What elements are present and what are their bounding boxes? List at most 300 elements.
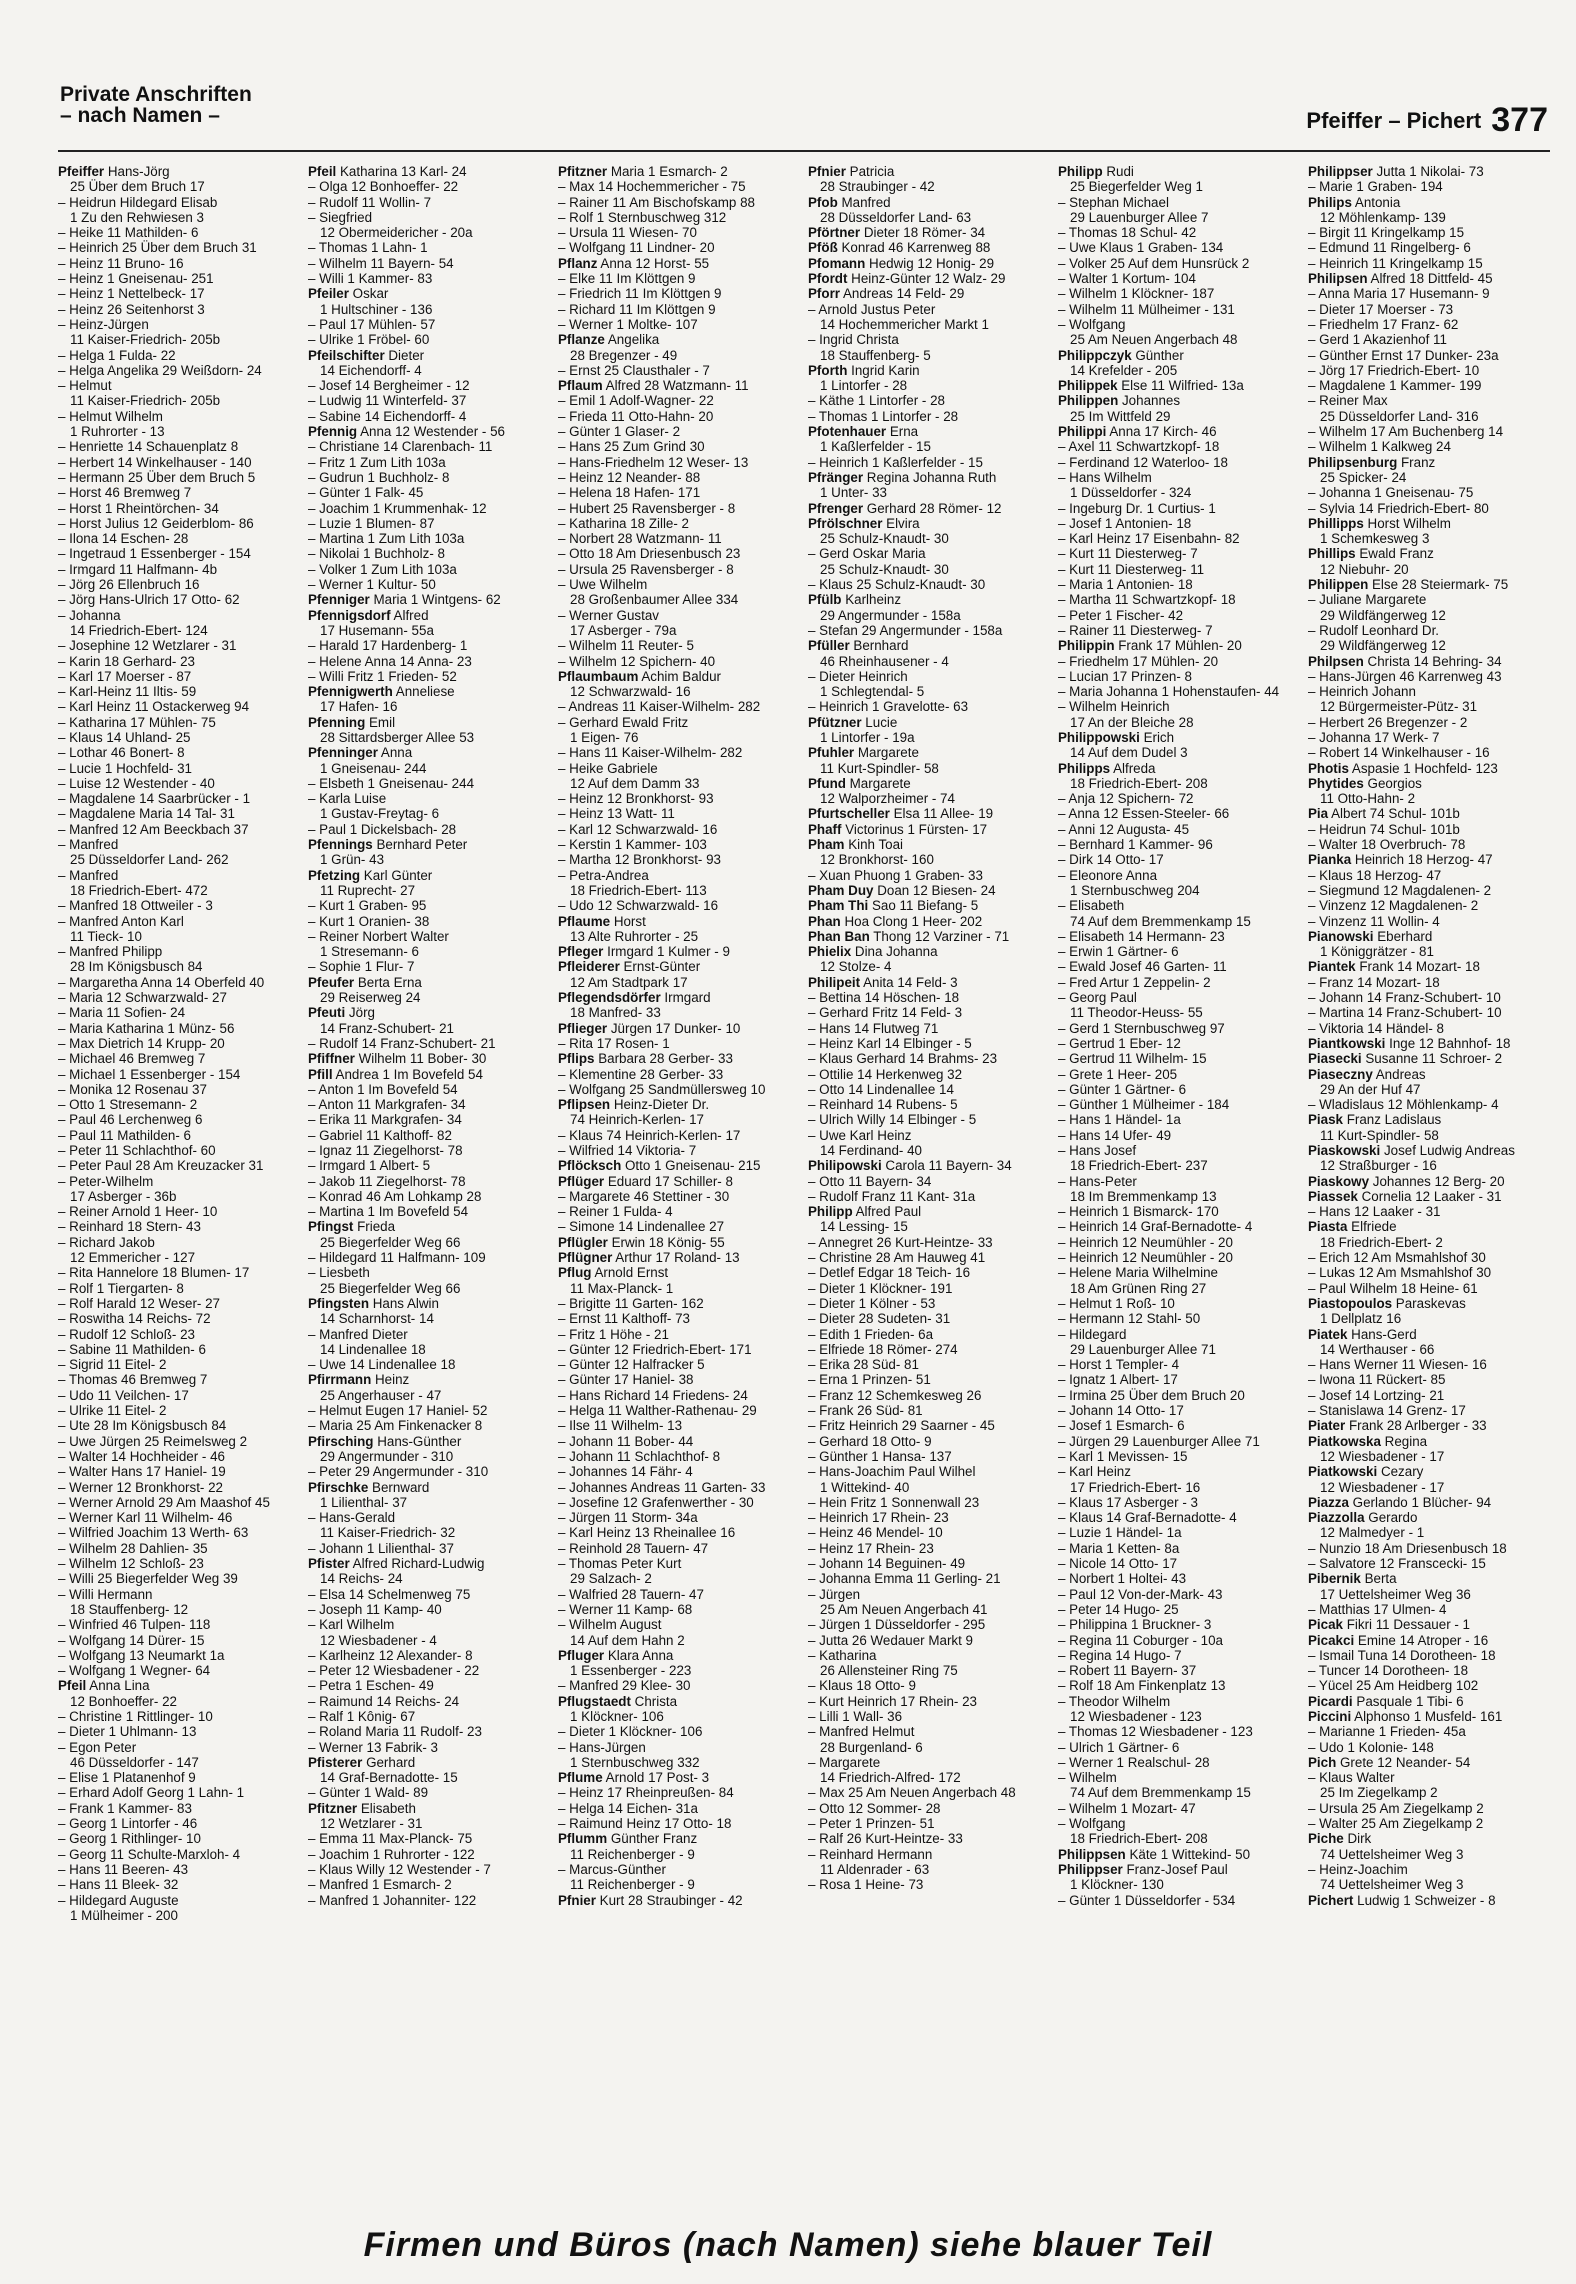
surname-entry: Philippek Else 11 Wilfried- 13a: [1058, 378, 1244, 394]
given-name-entry: – Sophie 1 Flur- 7: [308, 959, 415, 975]
surname: Pflüger: [558, 1173, 605, 1189]
surname: Pianowski: [1308, 928, 1374, 944]
surname-entry: Pfeil Katharina 13 Karl- 24: [308, 164, 467, 179]
given-name-entry: – Petra-Andrea: [558, 867, 649, 883]
directory-column-2: [308, 164, 544, 1908]
given-name-entry: – Dieter 1 Kölner - 53: [808, 1295, 936, 1311]
given-name-entry: – Manfred 1 Johanniter- 122: [308, 1892, 477, 1908]
surname: Pfennings: [308, 837, 373, 853]
given-name-entry: – Reinhard Hermann: [808, 1846, 933, 1862]
surname-entry: Photis Aspasie 1 Hochfeld- 123: [1308, 760, 1498, 776]
surname: Pfennigsdorf: [308, 607, 391, 623]
surname: Piater: [1308, 1418, 1346, 1434]
surname-entry: Phytides Georgios: [1308, 775, 1422, 791]
surname-entry: Pfrölschner Elvira: [808, 515, 920, 531]
surname-entry: Phielix Dina Johanna: [808, 944, 938, 960]
given-name-entry: – Kerstin 1 Kammer- 103: [558, 837, 707, 853]
address-line: 25 Über dem Bruch 17: [70, 179, 205, 195]
given-name-entry: – Wolfgang 1 Wegner- 64: [58, 1663, 211, 1679]
surname-entry: Picak Fikri 11 Dessauer - 1: [1308, 1617, 1471, 1633]
surname: Phielix: [808, 944, 852, 960]
given-name-entry: – Robert 11 Bayern- 37: [1058, 1663, 1197, 1679]
address-line: 25 Schulz-Knaudt- 30: [820, 531, 949, 547]
surname-entry: Pfennings Bernhard Peter: [308, 837, 468, 853]
given-name-entry: – Ferdinand 12 Waterloo- 18: [1058, 454, 1228, 470]
address-line: 1 Essenberger - 223: [570, 1663, 692, 1679]
given-name-entry: – Erwin 1 Gärtner- 6: [1058, 944, 1179, 960]
surname: Pfrölschner: [808, 515, 883, 531]
given-name-entry: – Wolfgang 11 Lindner- 20: [558, 240, 715, 256]
given-name-entry: – Wilhelm 11 Mülheimer - 131: [1058, 301, 1235, 317]
surname-entry: Piastopoulos Paraskevas: [1308, 1295, 1466, 1311]
given-name-entry: – Simone 14 Lindenallee 27: [558, 1219, 725, 1235]
address-line: 1 Sternbuschweg 332: [570, 1754, 700, 1770]
given-name-entry: – Ottilie 14 Herkenweg 32: [808, 1066, 963, 1082]
address-line: 25 Am Neuen Angerbach 41: [820, 1601, 988, 1617]
given-name-entry: – Hubert 25 Ravensberger - 8: [558, 500, 736, 516]
address-line: 1 Lilienthal- 37: [320, 1494, 408, 1510]
address-line: 28 Großenbaumer Allee 334: [570, 592, 739, 608]
given-name-entry: – Wilhelm August: [558, 1617, 662, 1633]
surname-entry: Pichert Ludwig 1 Schweizer - 8: [1308, 1892, 1496, 1908]
given-name-entry: – Johanna 17 Werk- 7: [1308, 729, 1440, 745]
given-name-entry: – Karlheinz 12 Alexander- 8: [308, 1647, 473, 1663]
surname: Pfirsching: [308, 1433, 374, 1449]
given-name-entry: – Peter 1 Fischer- 42: [1058, 607, 1184, 623]
given-name-entry: – Elke 11 Im Klöttgen 9: [558, 271, 696, 287]
surname: Philippek: [1058, 378, 1118, 394]
given-name-entry: – Edmund 11 Ringelberg- 6: [1308, 240, 1471, 256]
address-line: 1 Lintorfer - 28: [820, 378, 908, 394]
surname-entry: Pfob Manfred: [808, 194, 891, 210]
given-name-entry: – Karl Heinz 11 Ostackerweg 94: [58, 699, 250, 715]
address-line: 1 Hultschiner - 136: [320, 301, 433, 317]
address-line: 12 Bronkhorst- 160: [820, 852, 934, 868]
given-name-entry: – Kurt 11 Diesterweg- 11: [1058, 561, 1205, 577]
given-name-entry: – Manfred: [58, 837, 119, 853]
surname: Phillips: [1308, 546, 1356, 562]
given-name-entry: – Günter 1 Glaser- 2: [558, 424, 681, 440]
address-line: 14 Ferdinand- 40: [820, 1143, 922, 1158]
given-name-entry: – Hildegard: [1058, 1326, 1127, 1342]
given-name-entry: – Helga 1 Fulda- 22: [58, 347, 176, 363]
surname-entry: Pflaume Horst: [558, 913, 646, 929]
surname-entry: Pflüger Eduard 17 Schiller- 8: [558, 1173, 733, 1189]
surname-entry: Pflöcksch Otto 1 Gneisenau- 215: [558, 1158, 761, 1174]
surname: Picakci: [1308, 1632, 1355, 1648]
surname: Pfleger: [558, 944, 604, 960]
address-line: 29 Angermunder - 158a: [820, 607, 961, 623]
surname-entry: Pfenniger Maria 1 Wintgens- 62: [308, 592, 501, 608]
given-name-entry: – Wilfried 14 Viktoria- 7: [558, 1143, 697, 1158]
surname-entry: Pich Grete 12 Neander- 54: [1308, 1754, 1471, 1770]
surname: Pfordt: [808, 271, 848, 287]
address-line: 12 Schwarzwald- 16: [570, 684, 691, 700]
address-line: 12 Wiesbadener - 123: [1070, 1708, 1202, 1724]
surname: Pfister: [308, 1556, 350, 1572]
address-line: 17 Asberger - 79a: [570, 622, 677, 638]
given-name-entry: – Heinrich 12 Neumühler - 20: [1058, 1250, 1233, 1266]
surname-entry: Pham Duy Doan 12 Biesen- 24: [808, 882, 996, 898]
surname-entry: Phan Hoa Clong 1 Heer- 202: [808, 913, 983, 929]
surname: Pfingst: [308, 1219, 354, 1235]
address-line: 14 Werthauser - 66: [1320, 1341, 1435, 1357]
surname: Photis: [1308, 760, 1349, 776]
given-name-entry: – Paul 17 Mühlen- 57: [308, 316, 436, 332]
surname: Piasta: [1308, 1219, 1348, 1235]
address-line: 46 Düsseldorfer - 147: [70, 1754, 199, 1770]
surname-entry: Philipp Alfred Paul: [808, 1204, 922, 1220]
surname-entry: Pfränger Regina Johanna Ruth: [808, 469, 997, 485]
surname-entry: Pforth Ingrid Karin: [808, 362, 920, 378]
given-name-entry: – Johanna Emma 11 Gerling- 21: [808, 1571, 1001, 1587]
given-name-entry: – Hans-Friedhelm 12 Weser- 13: [558, 454, 749, 470]
given-name-entry: – Wilhelm 17 Am Buchenberg 14: [1308, 424, 1504, 440]
surname: Pfurtscheller: [808, 806, 890, 822]
given-name-entry: – Paul 1 Dickelsbach- 28: [308, 821, 457, 837]
address-line: 18 Friedrich-Ebert- 208: [1070, 775, 1208, 791]
address-line: 29 An der Huf 47: [1320, 1081, 1421, 1097]
given-name-entry: – Friedhelm 17 Mühlen- 20: [1058, 653, 1219, 669]
given-name-entry: – Horst Julius 12 Geiderblom- 86: [58, 515, 254, 531]
directory-column-5: [1058, 164, 1294, 1908]
given-name-entry: – Elisabeth: [1058, 898, 1125, 914]
surname: Philips: [1308, 194, 1352, 210]
surname-entry: Pfüller Bernhard: [808, 638, 909, 654]
surname: Pfenning: [308, 714, 366, 730]
address-line: 25 Düsseldorfer Land- 262: [70, 852, 229, 868]
surname-entry: Pflipsen Heinz-Dieter Dr.: [558, 1097, 710, 1113]
address-line: 25 Angerhauser - 47: [320, 1387, 442, 1403]
surname: Pham Thi: [808, 898, 869, 914]
given-name-entry: – Joachim 1 Ruhrorter - 122: [308, 1846, 475, 1862]
given-name-entry: – Hildegard Auguste: [58, 1892, 179, 1908]
given-name-entry: – Uwe Wilhelm: [558, 577, 648, 593]
surname-entry: Pianowski Eberhard: [1308, 928, 1433, 944]
given-name-entry: – Karla Luise: [308, 791, 387, 807]
surname-entry: Pflügler Erwin 18 König- 55: [558, 1234, 725, 1250]
given-name-entry: – Norbert 28 Watzmann- 11: [558, 531, 722, 547]
surname: Pfeufer: [308, 974, 355, 990]
given-name-entry: – Brigitte 11 Garten- 162: [558, 1295, 704, 1311]
given-name-entry: – Konrad 46 Am Lohkamp 28: [308, 1188, 482, 1204]
given-name-entry: – Hans-Peter: [1058, 1173, 1137, 1189]
given-name-entry: – Ignatz 1 Albert- 17: [1058, 1372, 1178, 1388]
surname: Pham: [808, 837, 845, 853]
given-name-entry: – Hermann 25 Über dem Bruch 5: [58, 469, 256, 485]
surname: Piccini: [1308, 1708, 1352, 1724]
address-line: 25 Im Ziegelkamp 2: [1320, 1785, 1438, 1801]
given-name-entry: – Hans Wilhelm: [1058, 469, 1152, 485]
given-name-entry: – Anton 11 Markgrafen- 34: [308, 1097, 466, 1113]
given-name-entry: – Gertrud 11 Wilhelm- 15: [1058, 1051, 1207, 1067]
given-name-entry: – Reiner Norbert Walter: [308, 928, 449, 944]
given-name-entry: – Stanislawa 14 Grenz- 17: [1308, 1403, 1466, 1419]
surname: Pfüller: [808, 638, 850, 654]
surname: Pfeiler: [308, 286, 349, 302]
address-line: 29 Wildfängerweg 12: [1320, 638, 1446, 654]
given-name-entry: – Axel 11 Schwartzkopf- 18: [1058, 439, 1220, 455]
given-name-entry: – Maria 12 Schwarzwald- 27: [58, 990, 227, 1006]
given-name-entry: – Jakob 11 Ziegelhorst- 78: [308, 1173, 466, 1189]
surname: Philipp: [808, 1204, 853, 1220]
given-name-entry: – Irmina 25 Über dem Bruch 20: [1058, 1387, 1245, 1403]
given-name-entry: – Helmut 1 Roß- 10: [1058, 1295, 1175, 1311]
given-name-entry: – Günter 17 Haniel- 38: [558, 1372, 694, 1388]
directory-columns: [58, 164, 1554, 2214]
given-name-entry: – Otto 11 Bayern- 34: [808, 1173, 932, 1189]
given-name-entry: – Walter 14 Hochheider - 46: [58, 1448, 225, 1464]
given-name-entry: – Peter 12 Wiesbadener - 22: [308, 1663, 480, 1679]
surname: Pfeil: [308, 164, 337, 179]
surname: Pichert: [1308, 1892, 1354, 1908]
given-name-entry: – Hildegard 11 Halfmann- 109: [308, 1250, 486, 1266]
surname: Pfnier: [558, 1892, 596, 1908]
given-name-entry: – Manfred 29 Klee- 30: [558, 1678, 691, 1694]
given-name-entry: – Kurt 11 Diesterweg- 7: [1058, 546, 1198, 562]
surname-entry: Piassek Cornelia 12 Laaker - 31: [1308, 1188, 1502, 1204]
address-line: 12 Auf dem Damm 33: [570, 775, 700, 791]
given-name-entry: – Regina 11 Coburger - 10a: [1058, 1632, 1224, 1648]
address-line: 11 Aldenrader - 63: [820, 1861, 930, 1877]
surname-entry: Pflaum Alfred 28 Watzmann- 11: [558, 378, 749, 394]
surname: Pfeuti: [308, 1005, 346, 1021]
surname-entry: Piaskowy Johannes 12 Berg- 20: [1308, 1173, 1505, 1189]
address-line: 12 Wiesbadener - 4: [320, 1632, 437, 1648]
surname: Pfund: [808, 775, 846, 791]
surname: Philippczyk: [1058, 347, 1132, 363]
given-name-entry: – Franz 12 Schemkesweg 26: [808, 1387, 982, 1403]
given-name-entry: – Ernst 11 Kalthoff- 73: [558, 1311, 691, 1327]
surname: Pflieger: [558, 1020, 608, 1036]
address-line: 18 Im Bremmenkamp 13: [1070, 1188, 1217, 1204]
given-name-entry: – Karl-Heinz 11 Iltis- 59: [58, 684, 197, 700]
surname-entry: Pflanze Angelika: [558, 332, 660, 348]
given-name-entry: – Siegfried: [308, 209, 373, 225]
given-name-entry: – Volker 1 Zum Lith 103a: [308, 561, 457, 577]
address-line: 11 Reichenberger - 9: [570, 1877, 695, 1893]
address-line: 29 Angermunder - 310: [320, 1448, 454, 1464]
given-name-entry: – Heike 11 Mathilden- 6: [58, 225, 199, 241]
surname: Piaskowski: [1308, 1143, 1381, 1158]
given-name-entry: – Grete 1 Heer- 205: [1058, 1066, 1178, 1082]
surname: Pfomann: [808, 255, 866, 271]
given-name-entry: – Wilhelm Heinrich: [1058, 699, 1170, 715]
given-name-entry: – Roswitha 14 Reichs- 72: [58, 1311, 211, 1327]
address-line: 18 Friedrich-Ebert- 237: [1070, 1158, 1208, 1174]
given-name-entry: – Kurt Heinrich 17 Rhein- 23: [808, 1693, 977, 1709]
given-name-entry: – Wolfgang 13 Neumarkt 1a: [58, 1647, 225, 1663]
surname: Pham Duy: [808, 882, 874, 898]
given-name-entry: – Hans-Jürgen 46 Karrenweg 43: [1308, 668, 1502, 684]
address-line: 28 Im Königsbusch 84: [70, 959, 203, 975]
surname: Piatkowski: [1308, 1464, 1378, 1480]
address-line: 12 Emmericher - 127: [70, 1250, 196, 1266]
given-name-entry: – Monika 12 Rosenau 37: [58, 1081, 207, 1097]
given-name-entry: – Frieda 11 Otto-Hahn- 20: [558, 408, 714, 424]
surname-entry: Phillipps Horst Wilhelm: [1308, 515, 1451, 531]
address-line: 25 Biegerfelder Weg 1: [1070, 179, 1203, 195]
given-name-entry: – Walter 18 Overbruch- 78: [1308, 837, 1466, 853]
surname-entry: Pfirrmann Heinz: [308, 1372, 410, 1388]
surname-entry: Philippen Johannes: [1058, 393, 1181, 409]
given-name-entry: – Jörg Hans-Ulrich 17 Otto- 62: [58, 592, 240, 608]
given-name-entry: – Maria Katharina 1 Münz- 56: [58, 1020, 235, 1036]
given-name-entry: – Salvatore 12 Franscecki- 15: [1308, 1556, 1486, 1572]
address-line: 11 Kurt-Spindler- 58: [820, 760, 939, 776]
surname-entry: Pfeiler Oskar: [308, 286, 389, 302]
surname: Pfluger: [558, 1647, 605, 1663]
address-line: 1 Eigen- 76: [570, 729, 639, 745]
given-name-entry: – Margaretha Anna 14 Oberfeld 40: [58, 974, 265, 990]
given-name-entry: – Michael 1 Essenberger - 154: [58, 1066, 241, 1082]
given-name-entry: – Fritz 1 Höhe - 21: [558, 1326, 669, 1342]
given-name-entry: – Erich 12 Am Msmahlshof 30: [1308, 1250, 1486, 1266]
address-line: 25 Biegerfelder Weg 66: [320, 1280, 461, 1296]
given-name-entry: – Walfried 28 Tauern- 47: [558, 1586, 704, 1602]
given-name-entry: – Marianne 1 Frieden- 45a: [1308, 1724, 1466, 1740]
given-name-entry: – Maria Johanna 1 Hohenstaufen- 44: [1058, 684, 1280, 700]
given-name-entry: – Wilhelm 12 Schloß- 23: [58, 1556, 204, 1572]
given-name-entry: – Heinrich 1 Bismarck- 170: [1058, 1204, 1219, 1220]
given-name-entry: – Raimund 14 Reichs- 24: [308, 1693, 460, 1709]
given-name-entry: – Sylvia 14 Friedrich-Ebert- 80: [1308, 500, 1489, 516]
given-name-entry: – Heinz 13 Watt- 11: [558, 806, 675, 822]
surname: Picak: [1308, 1617, 1343, 1633]
surname: Philippin: [1058, 638, 1115, 654]
given-name-entry: – Thomas 1 Lintorfer - 28: [808, 408, 959, 424]
given-name-entry: – Werner 12 Bronkhorst- 22: [58, 1479, 223, 1495]
given-name-entry: – Elisabeth 14 Hermann- 23: [1058, 928, 1225, 944]
given-name-entry: – Peter 14 Hugo- 25: [1058, 1601, 1179, 1617]
given-name-entry: – Ingrid Christa: [808, 332, 899, 348]
given-name-entry: – Klementine 28 Gerber- 33: [558, 1066, 724, 1082]
given-name-entry: – Harald 17 Hardenberg- 1: [308, 638, 468, 654]
surname: Pflaume: [558, 913, 611, 929]
address-line: 14 Hochemmericher Markt 1: [820, 316, 989, 332]
given-name-entry: – Günter 1 Falk- 45: [308, 485, 424, 501]
given-name-entry: – Willi 25 Biegerfelder Weg 39: [58, 1571, 238, 1587]
given-name-entry: – Hans-Jürgen: [558, 1739, 646, 1755]
given-name-entry: – Siegmund 12 Magdalenen- 2: [1308, 882, 1492, 898]
given-name-entry: – Christine 28 Am Hauweg 41: [808, 1250, 986, 1266]
given-name-entry: – Juliane Margarete: [1308, 592, 1427, 608]
given-name-entry: – Kurt 1 Oranien- 38: [308, 913, 430, 929]
address-line: 12 Niebuhr- 20: [1320, 561, 1409, 577]
surname: Pfennigwerth: [308, 684, 393, 700]
given-name-entry: – Gerhard Fritz 14 Feld- 3: [808, 1005, 963, 1021]
surname-entry: Piasecki Susanne 11 Schroer- 2: [1308, 1051, 1503, 1067]
address-line: 1 Mülheimer - 200: [70, 1907, 178, 1923]
given-name-entry: – Werner 1 Moltke- 107: [558, 316, 698, 332]
given-name-entry: – Johann 11 Bober- 44: [558, 1433, 694, 1449]
given-name-entry: – Josef 14 Lortzing- 21: [1308, 1387, 1445, 1403]
address-line: 11 Otto-Hahn- 2: [1320, 791, 1416, 807]
given-name-entry: – Georg 11 Schulte-Marxloh- 4: [58, 1846, 241, 1862]
given-name-entry: – Heinz 12 Neander- 88: [558, 469, 701, 485]
directory-column-3: [558, 164, 794, 1908]
surname: Phytides: [1308, 775, 1364, 791]
surname-entry: Pflugstaedt Christa: [558, 1693, 678, 1709]
given-name-entry: – Heinz 1 Nettelbeck- 17: [58, 286, 205, 302]
address-line: 12 Wiesbadener - 17: [1320, 1479, 1445, 1495]
given-name-entry: – Frank 26 Süd- 81: [808, 1403, 923, 1419]
surname: Pflanze: [558, 332, 605, 348]
given-name-entry: – Otto 1 Stresemann- 2: [58, 1097, 198, 1113]
given-name-entry: – Willi Fritz 1 Frieden- 52: [308, 668, 457, 684]
surname-entry: Phan Ban Thong 12 Varziner - 71: [808, 928, 1010, 944]
surname-entry: Pflegendsdörfer Irmgard: [558, 990, 711, 1006]
surname: Philipeit: [808, 974, 861, 990]
given-name-entry: – Anton 1 Im Bovefeld 54: [308, 1081, 458, 1097]
address-line: 1 Königgrätzer - 81: [1320, 944, 1434, 960]
given-name-entry: – Wilhelm 11 Reuter- 5: [558, 638, 694, 654]
given-name-entry: – Margarete 46 Stettiner - 30: [558, 1188, 730, 1204]
surname-entry: Pfnier Kurt 28 Straubinger - 42: [558, 1892, 743, 1908]
surname: Piantek: [1308, 959, 1356, 975]
given-name-entry: – Georg Paul: [1058, 990, 1137, 1006]
given-name-entry: – Günther 1 Mülheimer - 184: [1058, 1097, 1230, 1113]
given-name-entry: – Hans 14 Flutweg 71: [808, 1020, 939, 1036]
surname-entry: Philippczyk Günther: [1058, 347, 1184, 363]
given-name-entry: – Hans-Gerald: [308, 1510, 396, 1526]
surname-entry: Pfennig Anna 12 Westender - 56: [308, 424, 506, 440]
given-name-entry: – Rolf Harald 12 Weser- 27: [58, 1295, 221, 1311]
given-name-entry: – Werner 11 Kamp- 68: [558, 1601, 693, 1617]
address-line: 12 Walporzheimer - 74: [820, 791, 955, 807]
surname-entry: Pfnier Patricia: [808, 164, 895, 179]
surname: Philipowski: [808, 1158, 882, 1174]
surname: Philippowski: [1058, 729, 1140, 745]
surname: Pia: [1308, 806, 1329, 822]
given-name-entry: – Wilhelm 1 Klöckner- 187: [1058, 286, 1215, 302]
surname-entry: Philippser Jutta 1 Nikolai- 73: [1308, 164, 1484, 179]
surname: Pfisterer: [308, 1754, 363, 1770]
surname: Pich: [1308, 1754, 1337, 1770]
address-line: 17 Friedrich-Ebert- 16: [1070, 1479, 1201, 1495]
surname: Pflegendsdörfer: [558, 990, 661, 1006]
address-line: 18 Friedrich-Ebert- 2: [1320, 1234, 1443, 1250]
given-name-entry: – Max Dietrich 14 Krupp- 20: [58, 1035, 225, 1051]
surname: Pianka: [1308, 852, 1352, 868]
given-name-entry: – Heinrich Johann: [1308, 684, 1416, 700]
address-line: 1 Wittekind- 40: [820, 1479, 910, 1495]
address-line: 11 Kaiser-Friedrich- 205b: [70, 393, 221, 409]
given-name-entry: – Heinrich 25 Über dem Bruch 31: [58, 240, 257, 256]
address-line: 12 Straßburger - 16: [1320, 1158, 1437, 1174]
given-name-entry: – Friedrich 11 Im Klöttgen 9: [558, 286, 722, 302]
given-name-entry: – Klaus 14 Uhland- 25: [58, 729, 191, 745]
given-name-entry: – Marie 1 Graben- 194: [1308, 179, 1443, 195]
given-name-entry: – Luzie 1 Händel- 1a: [1058, 1525, 1182, 1541]
given-name-entry: – Franz 14 Mozart- 18: [1308, 974, 1440, 990]
given-name-entry: – Klaus Gerhard 14 Brahms- 23: [808, 1051, 998, 1067]
given-name-entry: – Ewald Josef 46 Garten- 11: [1058, 959, 1227, 975]
surname: Pfränger: [808, 469, 864, 485]
given-name-entry: – Werner Gustav: [558, 607, 659, 623]
given-name-entry: – Hans 11 Kaiser-Wilhelm- 282: [558, 745, 743, 761]
surname-entry: Pfülb Karlheinz: [808, 592, 902, 608]
given-name-entry: – Johanna: [58, 607, 121, 623]
given-name-entry: – Ulrike 11 Eitel- 2: [58, 1403, 167, 1419]
surname-entry: Pfennigsdorf Alfred: [308, 607, 429, 623]
address-line: 17 Asberger - 36b: [70, 1188, 177, 1204]
given-name-entry: – Hans 11 Bleek- 32: [58, 1877, 179, 1893]
given-name-entry: – Heinrich 12 Neumühler - 20: [1058, 1234, 1233, 1250]
given-name-entry: – Rosa 1 Heine- 73: [808, 1877, 924, 1893]
given-name-entry: – Peter 11 Schlachthof- 60: [58, 1143, 216, 1158]
given-name-entry: – Gerd Oskar Maria: [808, 546, 926, 562]
